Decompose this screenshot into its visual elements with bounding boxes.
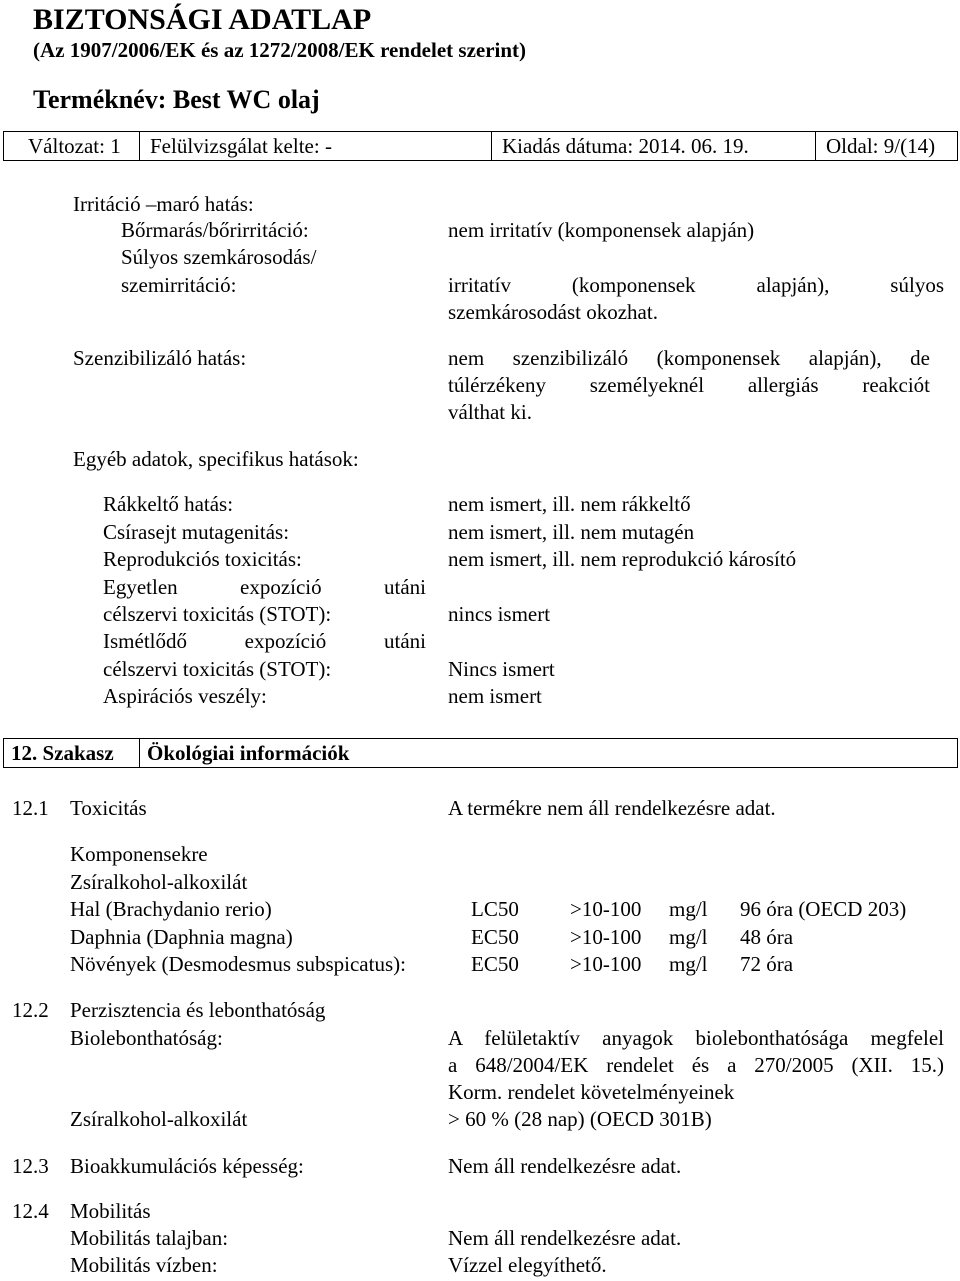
table-row-endpoint: EC50	[471, 925, 519, 949]
component-name: Zsíralkohol-alkoxilát	[70, 870, 248, 894]
component-biodegradation-label: Zsíralkohol-alkoxilát	[70, 1107, 248, 1131]
table-row-duration: 48 óra	[740, 925, 794, 949]
irritation-heading: Irritáció –maró hatás:	[73, 192, 254, 216]
page-number-cell: Oldal: 9/(14)	[826, 134, 936, 158]
version-cell: Változat: 1	[4, 132, 140, 160]
bioaccumulation-label: Bioakkumulációs képesség:	[70, 1154, 304, 1178]
issue-date-cell: Kiadás dátuma: 2014. 06. 19.	[492, 132, 816, 160]
mutagenicity-value: nem ismert, ill. nem mutagén	[448, 520, 695, 544]
stot-se-label-line1: Egyetlen expozíció utáni	[103, 575, 426, 599]
section-12-header	[3, 738, 958, 768]
eye-damage-value-line1: irritatív (komponensek alapján), súlyos	[448, 273, 944, 297]
soil-mobility-label: Mobilitás talajban:	[70, 1226, 229, 1250]
stot-se-label-line2: célszervi toxicitás (STOT):	[103, 602, 332, 626]
biodegradability-value-line2: a 648/2004/EK rendelet és a 270/2005 (XII. 15.)	[448, 1053, 944, 1077]
components-heading: Komponensekre	[70, 842, 208, 866]
water-mobility-label: Mobilitás vízben:	[70, 1253, 218, 1277]
mobility-number: 12.4	[12, 1199, 49, 1223]
section-number: 12. Szakasz	[4, 739, 140, 767]
persistence-number: 12.2	[12, 998, 49, 1022]
stot-re-label-line1: Ismétlődő expozíció utáni	[103, 629, 426, 653]
toxicity-number: 12.1	[12, 796, 49, 820]
table-row-organism: Hal (Brachydanio rerio)	[70, 897, 272, 921]
document-info-bar	[3, 131, 958, 161]
water-mobility-value: Vízzel elegyíthető.	[448, 1253, 607, 1277]
toxicity-label: Toxicitás	[70, 796, 147, 820]
other-effects-heading: Egyéb adatok, specifikus hatások:	[73, 447, 359, 471]
aspiration-hazard-label: Aspirációs veszély:	[103, 684, 267, 708]
mobility-label: Mobilitás	[70, 1199, 151, 1223]
table-row-range: >10-100	[570, 952, 642, 976]
eye-damage-label-line1: Súlyos szemkárosodás/	[121, 245, 317, 269]
toxicity-value: A termékre nem áll rendelkezésre adat.	[448, 796, 776, 820]
reproductive-toxicity-value: nem ismert, ill. nem reprodukció károsító	[448, 547, 797, 571]
biodegradability-value-line1: A felületaktív anyagok biolebonthatósága megfelel	[448, 1026, 944, 1050]
stot-se-value: nincs ismert	[448, 602, 551, 626]
table-row-unit: mg/l	[669, 925, 708, 949]
table-row-duration: 96 óra (OECD 203)	[740, 897, 907, 921]
carcinogenicity-label: Rákkeltő hatás:	[103, 492, 234, 516]
table-row-range: >10-100	[570, 925, 642, 949]
skin-irritation-value: nem irritatív (komponensek alapján)	[448, 218, 755, 242]
document-title: BIZTONSÁGI ADATLAP	[33, 3, 372, 36]
table-row-unit: mg/l	[669, 952, 708, 976]
table-row-range: >10-100	[570, 897, 642, 921]
sensitization-value-line3: válthat ki.	[448, 400, 532, 424]
bioaccumulation-value: Nem áll rendelkezésre adat.	[448, 1154, 682, 1178]
stot-re-label-line2: célszervi toxicitás (STOT):	[103, 657, 332, 681]
carcinogenicity-value: nem ismert, ill. nem rákkeltő	[448, 492, 691, 516]
eye-damage-label-line2: szemirritáció:	[121, 273, 237, 297]
biodegradability-label: Biolebonthatóság:	[70, 1026, 223, 1050]
table-row-endpoint: LC50	[471, 897, 519, 921]
product-name: Terméknév: Best WC olaj	[33, 85, 320, 114]
sensitization-value-line2: túlérzékeny személyeknél allergiás reakciót	[448, 373, 930, 397]
persistence-label: Perzisztencia és lebonthatóság	[70, 998, 326, 1022]
regulation-subtitle: (Az 1907/2006/EK és az 1272/2008/EK rendelet szerint)	[33, 38, 527, 62]
eye-damage-value-line2: szemkárosodást okozhat.	[448, 300, 658, 324]
reproductive-toxicity-label: Reprodukciós toxicitás:	[103, 547, 302, 571]
table-row-endpoint: EC50	[471, 952, 519, 976]
skin-irritation-label: Bőrmarás/bőrirritáció:	[121, 218, 309, 242]
sensitization-value-line1: nem szenzibilizáló (komponensek alapján), de	[448, 346, 930, 370]
table-row-organism: Daphnia (Daphnia magna)	[70, 925, 293, 949]
biodegradability-value-line3: Korm. rendelet követelményeinek	[448, 1080, 735, 1104]
table-row-organism: Növények (Desmodesmus subspicatus):	[70, 952, 406, 976]
bioaccumulation-number: 12.3	[12, 1154, 49, 1178]
aspiration-hazard-value: nem ismert	[448, 684, 542, 708]
revision-date-cell: Felülvizsgálat kelte: -	[140, 132, 492, 160]
table-row-unit: mg/l	[669, 897, 708, 921]
sensitization-label: Szenzibilizáló hatás:	[73, 346, 247, 370]
table-row-duration: 72 óra	[740, 952, 794, 976]
stot-re-value: Nincs ismert	[448, 657, 555, 681]
mutagenicity-label: Csírasejt mutagenitás:	[103, 520, 290, 544]
soil-mobility-value: Nem áll rendelkezésre adat.	[448, 1226, 682, 1250]
section-title: Ökológiai információk	[147, 741, 350, 765]
component-biodegradation-value: > 60 % (28 nap) (OECD 301B)	[448, 1107, 712, 1131]
